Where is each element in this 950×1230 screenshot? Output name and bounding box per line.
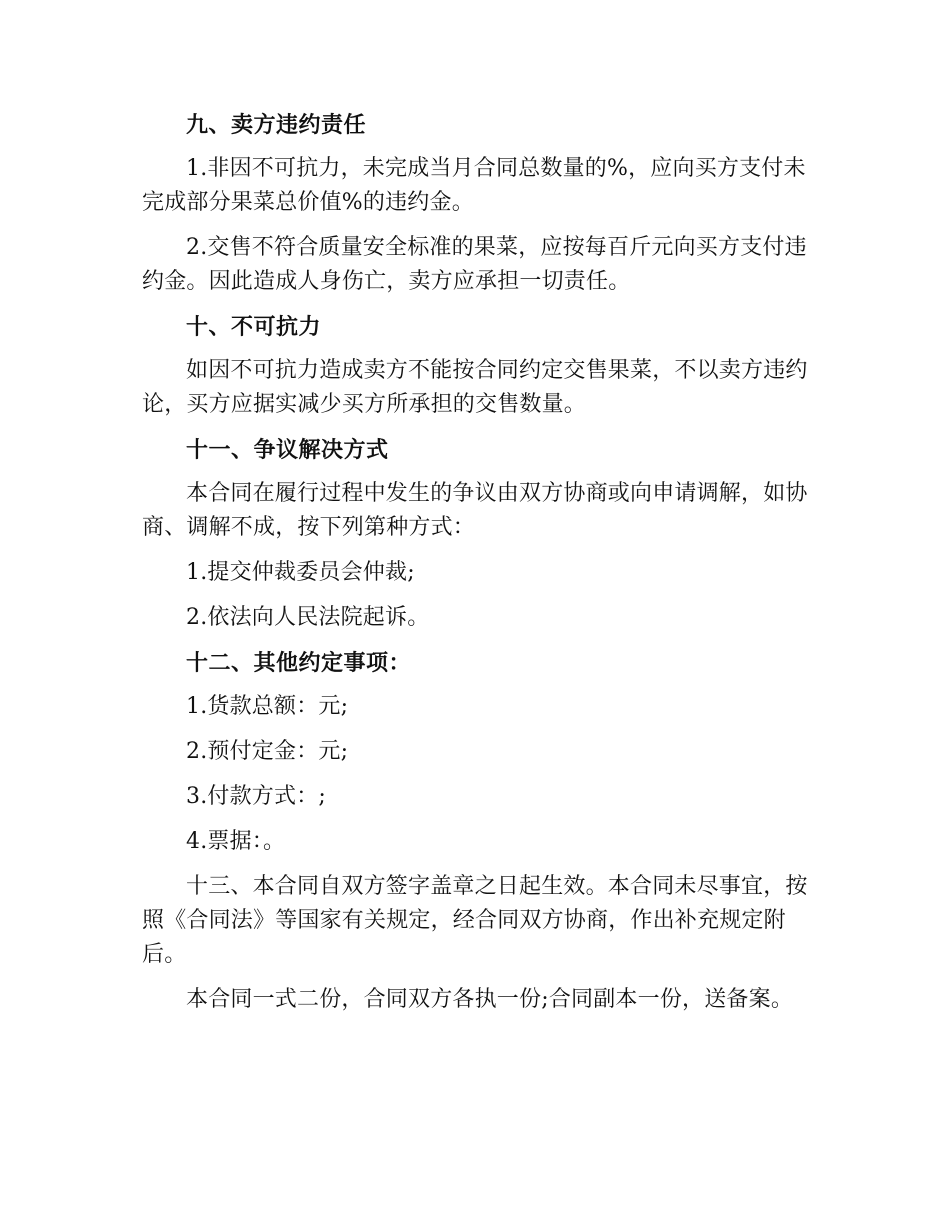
document-page — [142, 108, 817, 1028]
section-10-heading: 十、不可抗力 — [186, 314, 322, 340]
section-13-paragraph-1: 十三、本合同自双方签字盖章之日起生效。本合同未尽事宜，按照《合同法》等国家有关规定，经合同双方协商，作出补充规定附后。 — [142, 874, 808, 967]
section-12-item-1: 1.货款总额：元; — [186, 694, 349, 719]
section-11-heading: 十一、争议解决方式 — [186, 437, 389, 463]
section-9-paragraph-1: 1.非因不可抗力，未完成当月合同总数量的%，应向买方支付未完成部分果菜总价值%的违约金。 — [142, 156, 806, 215]
section-11-paragraph-3: 2.依法向人民法院起诉。 — [186, 605, 430, 630]
section-13-paragraph-2: 本合同一式二份，合同双方各执一份;合同副本一份，送备案。 — [186, 987, 794, 1012]
section-9-heading: 九、卖方违约责任 — [186, 112, 367, 138]
section-11-paragraph-1: 本合同在履行过程中发生的争议由双方协商或向申请调解，如协商、调解不成，按下列第种方式： — [142, 481, 808, 540]
section-12-item-2: 2.预付定金：元; — [186, 739, 349, 764]
section-12-heading: 十二、其他约定事项： — [186, 650, 412, 676]
section-10-paragraph-1: 如因不可抗力造成卖方不能按合同约定交售果菜，不以卖方违约论，买方应据实减少买方所承担的交售数量。 — [142, 358, 808, 417]
section-12-item-4: 4.票据：。 — [186, 829, 286, 854]
section-12-item-3: 3.付款方式：; — [186, 784, 327, 809]
section-11-paragraph-2: 1.提交仲裁委员会仲裁; — [186, 560, 415, 585]
section-9-paragraph-2: 2.交售不符合质量安全标准的果菜，应按每百斤元向买方支付违约金。因此造成人身伤亡，卖方应承担一切责任。 — [142, 235, 807, 294]
